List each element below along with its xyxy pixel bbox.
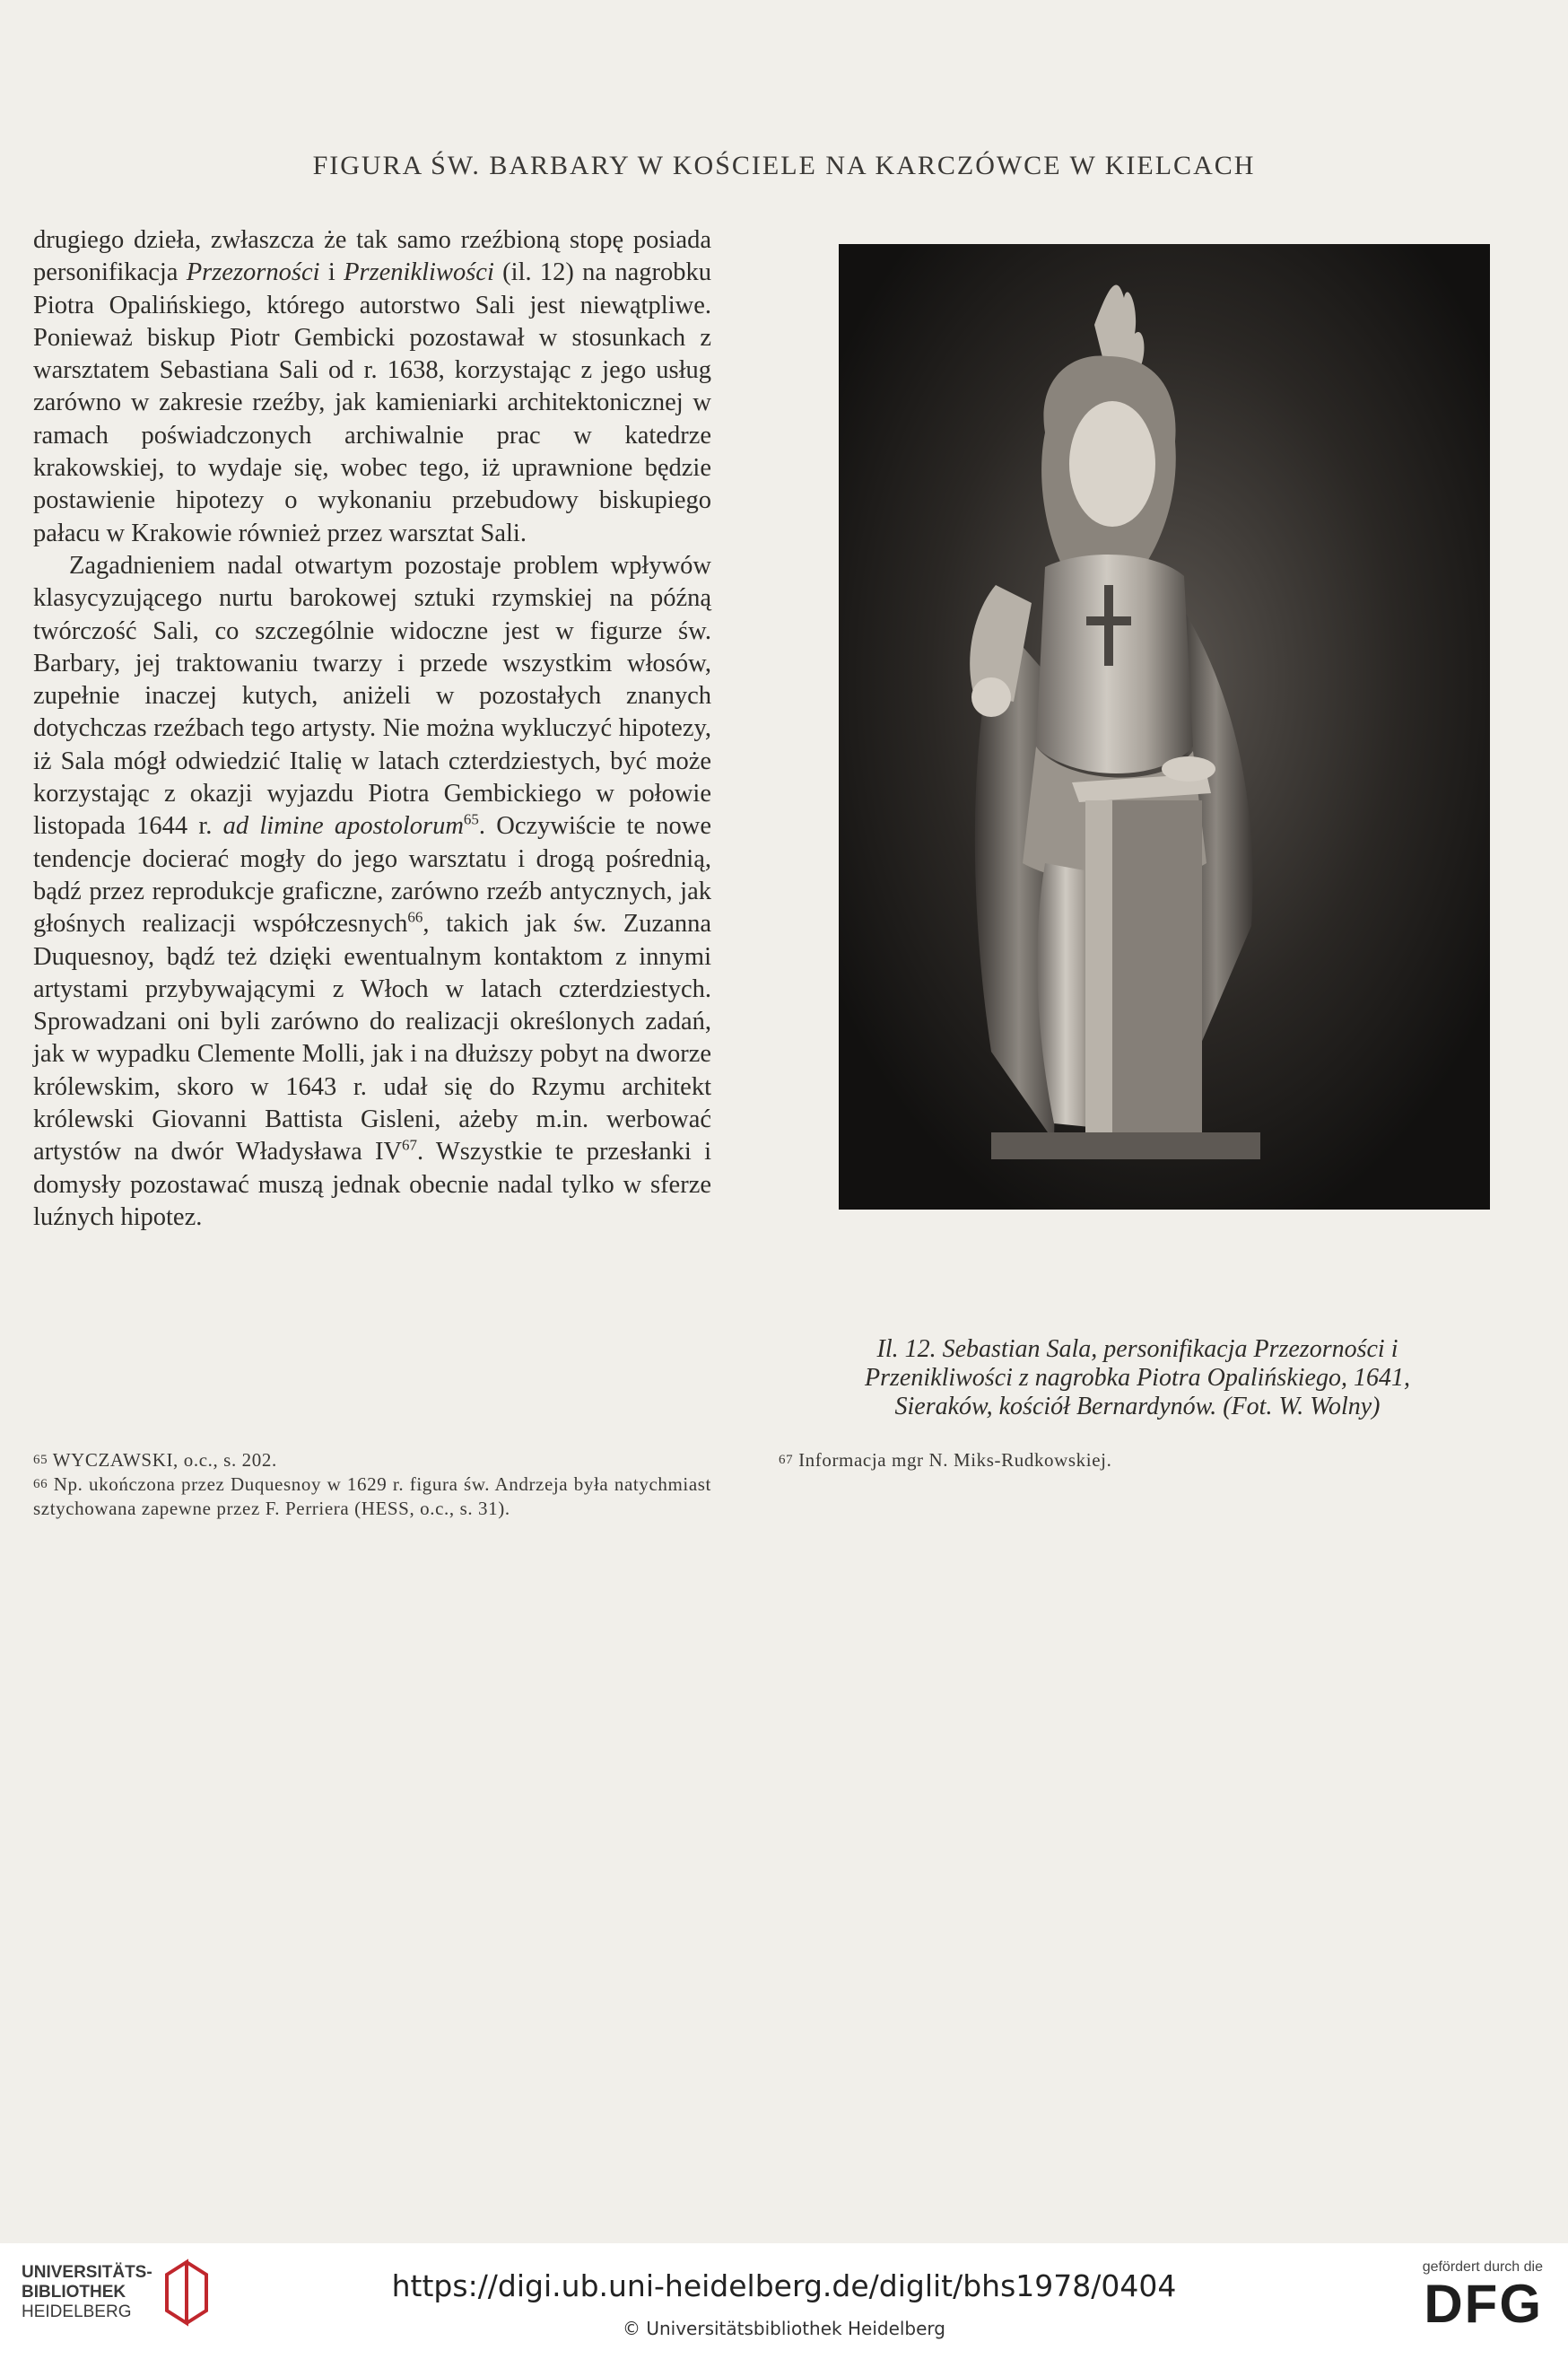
footnote-text: WYCZAWSKI, o.c., s. 202. <box>52 1449 277 1471</box>
paragraph-2 <box>33 550 711 1234</box>
footnote-ref[interactable]: 67 <box>402 1136 418 1154</box>
text-run: . Wszystkie te przesłanki i domysły pozostawać muszą jednak obecnie nadal tylko w sferze luźnych hipotez. <box>33 1138 711 1231</box>
copyright-notice: © Universitätsbibliothek Heidelberg <box>622 2318 945 2339</box>
footnotes-right <box>779 1448 1523 1472</box>
library-name-line: HEIDELBERG <box>22 2302 132 2321</box>
text-run: drugiego dzieła, zwłaszcza że tak samo rzeźbioną stopę posiada personifikacja <box>33 226 711 287</box>
footnote-ref[interactable]: 66 <box>407 908 423 926</box>
text-run: (il. 12) na nagrobku Piotra Opalińskiego, którego autorstwo Sali jest niewątpliwe. Ponieważ biskup Piotr Gembicki pozostawał w stosunkach z warsztatem Sebastiana Sali od r. 1638, korzystając z jego usług zarówno w zakresie rzeźby, jak kamieniarki architektonicznej w ramach poświadczonych archiwalnie prac w katedrze krakowskiej, to wydaje się, wobec tego, iż uprawnione będzie postawienie hipotezy o wykonaniu przebudowy biskupiego pałacu w Krakowie również przez warsztat Sali. <box>33 258 712 547</box>
footnote-ref[interactable]: 65 <box>463 810 479 828</box>
caption-line: Sieraków, kościół Bernardynów. (Fot. W. Wolny) <box>894 1393 1381 1420</box>
text-run: i <box>319 258 344 287</box>
footnote-number: 67 <box>779 1453 794 1467</box>
paragraph-1 <box>33 224 711 550</box>
italic-term: ad limine apostolorum <box>222 812 464 841</box>
sculpture-illustration <box>839 244 1490 1210</box>
footnotes-left <box>33 1448 711 1521</box>
funder-note: gefördert durch die <box>1422 2259 1543 2275</box>
footnote-number: 66 <box>33 1477 48 1491</box>
running-title: FIGURA ŚW. BARBARY W KOŚCIELE NA KARCZÓWCE W KIELCACH <box>312 151 1256 180</box>
figure-caption <box>752 1335 1523 1421</box>
footnote-number: 65 <box>33 1453 48 1467</box>
footnote-text: Np. ukończona przez Duquesnoy w 1629 r. figura św. Andrzeja była natychmiast sztychowana zapewne przez F. Perriera (HESS, o.c., s. 31). <box>33 1473 711 1519</box>
permalink-url[interactable]: https://digi.ub.uni-heidelberg.de/diglit/bhs1978/0404 <box>391 2268 1177 2303</box>
caption-line: Il. 12. Sebastian Sala, personifikacja Przezorności i <box>876 1335 1398 1363</box>
text-run: Zagadnieniem nadal otwartym pozostaje problem wpływów klasycyzującego nurtu barokowej sztuki rzymskiej na późną twórczość Sali, co szczególnie widoczne jest w figurze św. Barbary, jej traktowaniu twarzy i przede wszystkim włosów, zupełnie inaczej kutych, aniżeli w pozostałych znanych dotychczas rzeźbach tego artysty. Nie można wykluczyć hipotezy, iż Sala mógł odwiedzić Italię w latach czterdziestych, być może korzystając z okazji wyjazdu Piotra Gembickiego w połowie listopada 1644 r. <box>33 551 711 841</box>
italic-term: Przenikliwości <box>344 258 494 287</box>
funder-name: DFG <box>1424 2274 1543 2334</box>
library-name-line: UNIVERSITÄTS- <box>22 2263 152 2282</box>
caption-line: Przenikliwości z nagrobka Piotra Opalińskiego, 1641, <box>865 1364 1410 1392</box>
footnote-67 <box>779 1448 1523 1472</box>
funder-logo[interactable] <box>1423 2259 1543 2333</box>
library-name-line: BIBLIOTHEK <box>22 2283 126 2302</box>
sculpture-photo <box>839 244 1490 1210</box>
footnote-65 <box>33 1448 711 1472</box>
footnote-text: Informacja mgr N. Miks-Rudkowskiej. <box>798 1449 1112 1471</box>
italic-term: Przezorności <box>186 258 320 287</box>
text-run: , takich jak św. Zuzanna Duquesnoy, bądź też dzięki ewentualnym kontaktom z innymi artystami przybywającymi z Włoch w latach czterdziestych. Sprowadzani oni byli zarówno do realizacji określonych zadań, jak w wypadku Clemente Molli, jak i na dłuższy pobyt na dworze królewskim, skoro w 1643 r. udał się do Rzymu architekt królewski Giovanni Battista Gisleni, ażeby m.in. werbować artystów na dwór Władysława IV <box>33 910 711 1166</box>
footnote-66 <box>33 1472 711 1521</box>
body-text <box>33 224 711 1234</box>
text-run: . Oczywiście te nowe tendencje docierać mogły do jego warsztatu i drogą pośrednią, bądź przez reprodukcje graficzne, zarówno rzeźb antycznych, jak głośnych realizacji współczesnych <box>33 812 711 939</box>
